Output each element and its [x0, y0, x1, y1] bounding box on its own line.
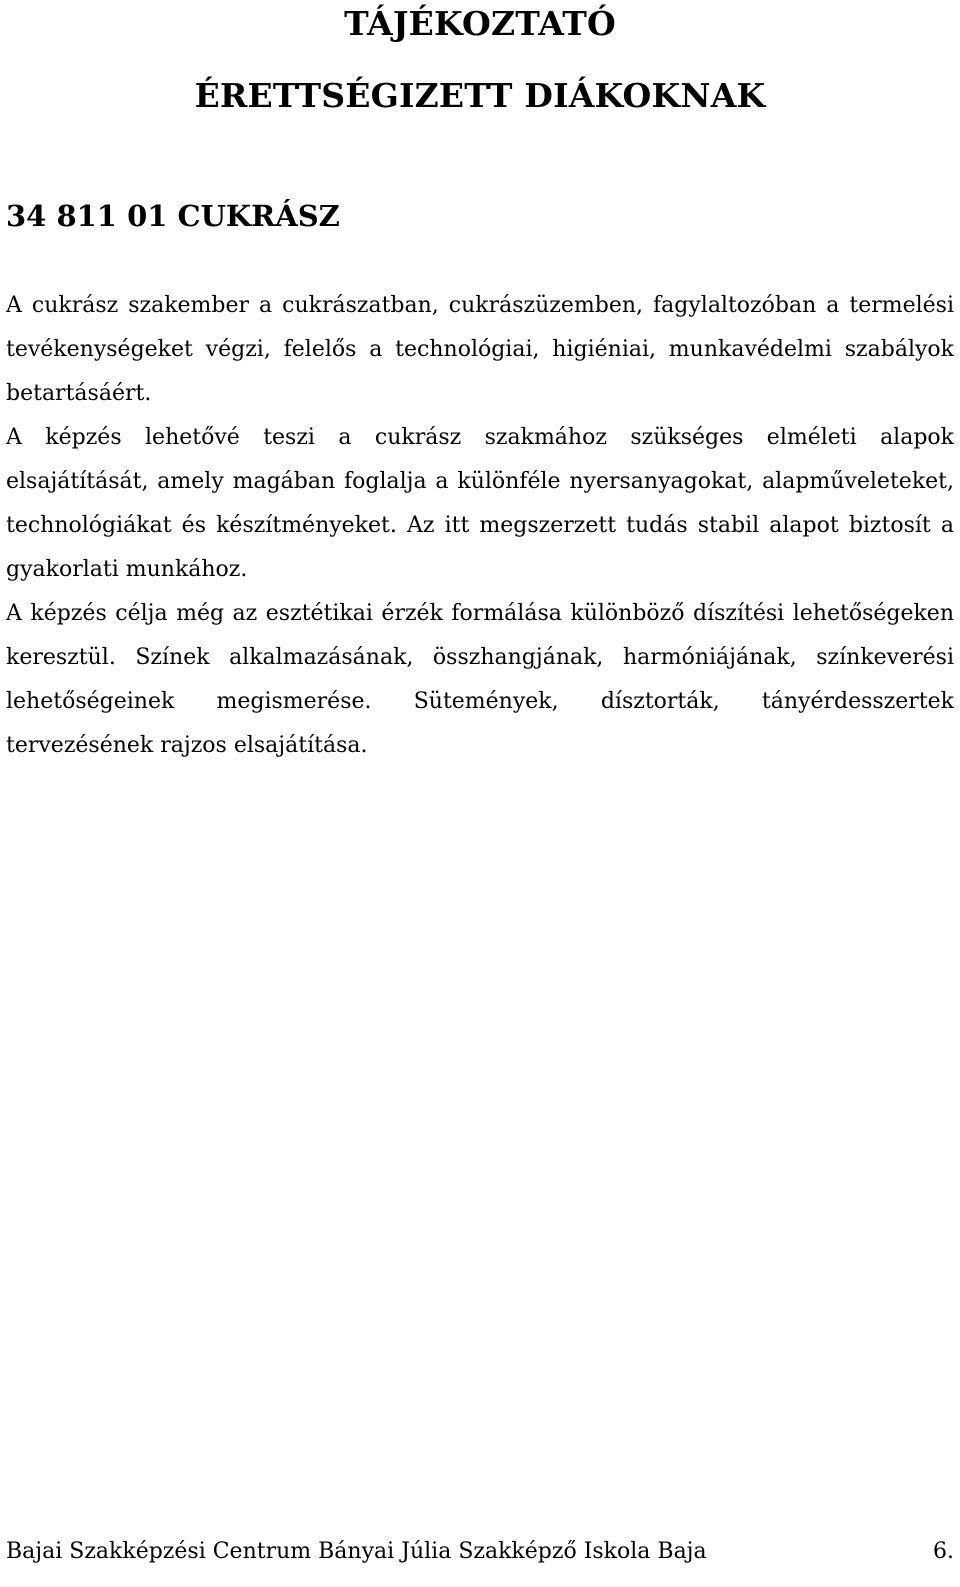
footer-page-number: 6. — [933, 1539, 954, 1564]
section-heading: 34 811 01 CUKRÁSZ — [6, 199, 340, 233]
document-title-line1: TÁJÉKOZTATÓ — [344, 4, 616, 43]
document-title-line2: ÉRETTSÉGIZETT DIÁKOKNAK — [194, 76, 766, 115]
document-page — [6, 0, 954, 1587]
paragraph-3: A képzés célja még az esztétikai érzék formálása különböző díszítési lehetőségeken keresztül. Színek alkalmazásának, összhangjának, harmóniájának, színkeverési lehetőségeinek megismerése. Sütemények, dísztorták, tányérdesszertek tervezésének rajzos elsajátítása. — [6, 601, 954, 758]
footer-institution: Bajai Szakképzési Centrum Bányai Júlia Szakképző Iskola Baja — [6, 1539, 707, 1564]
paragraph-1: A cukrász szakember a cukrászatban, cukrászüzemben, fagylaltozóban a termelési tevékenységeket végzi, felelős a technológiai, higiéniai, munkavédelmi szabályok betartásáért. — [6, 293, 954, 406]
body-text — [6, 284, 954, 768]
page-footer — [6, 1532, 954, 1572]
paragraph-2: A képzés lehetővé teszi a cukrász szakmához szükséges elméleti alapok elsajátítását, amely magában foglalja a különféle nyersanyagokat, alapműveleteket, technológiákat és készítményeket. Az itt megszerzett tudás stabil alapot biztosít a gyakorlati munkához. — [6, 425, 954, 582]
